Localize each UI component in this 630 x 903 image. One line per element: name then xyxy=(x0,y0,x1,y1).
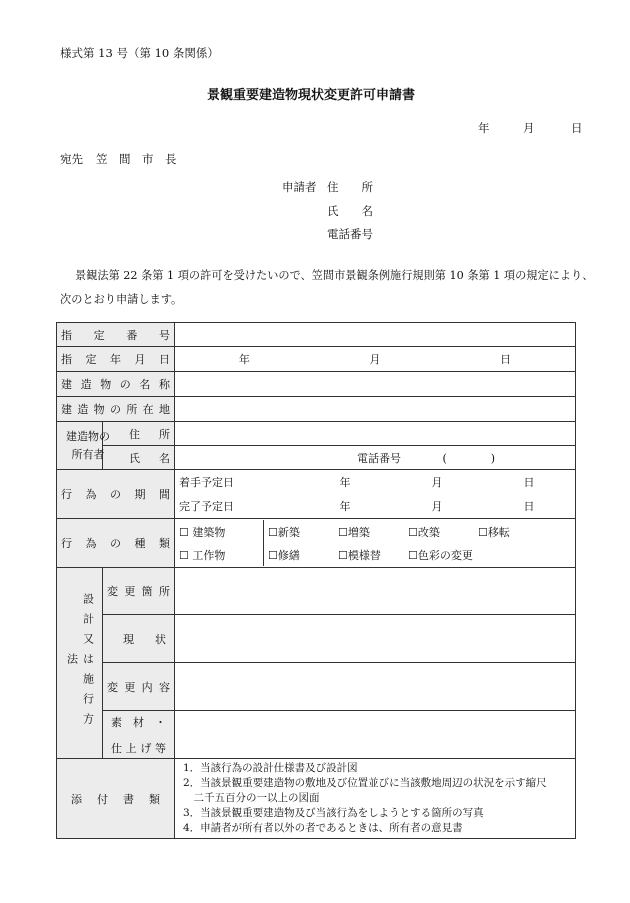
attachment-item-2-cont: 二千五百分の一以上の図面 xyxy=(183,792,320,804)
option-repair[interactable]: ☐修繕 xyxy=(268,548,300,562)
option-new[interactable]: ☐新築 xyxy=(268,525,300,539)
applicant-address: 住 所 xyxy=(327,180,373,194)
form-number: 様式第 13 号（第 10 条関係） xyxy=(60,46,219,60)
owner-label: 建造物の 所有者 xyxy=(57,422,103,470)
designation-date-label: 指定年月日 xyxy=(57,347,175,372)
option-relocate[interactable]: ☐移転 xyxy=(478,525,510,539)
option-extension[interactable]: ☐増築 xyxy=(338,525,370,539)
applicant-phone: 電話番号 xyxy=(327,227,373,241)
owner-phone-paren: ( ) xyxy=(442,451,496,465)
option-remodel[interactable]: ☐模様替 xyxy=(338,548,381,562)
change-content-label: 変更内容 xyxy=(103,663,175,711)
designation-year: 年 xyxy=(238,353,250,366)
start-date-label: 着手予定日 xyxy=(179,476,234,489)
application-table xyxy=(56,322,576,839)
page-title: 景観重要建造物現状変更許可申請書 xyxy=(207,88,416,103)
change-location-label: 変更箇所 xyxy=(103,568,175,615)
designation-number-field[interactable] xyxy=(175,323,576,347)
building-name-field[interactable] xyxy=(175,372,576,397)
kind-label: 行為の種類 xyxy=(57,519,175,568)
attachment-item-2: 2．当該景観重要建造物の敷地及び位置並びに当該敷地周辺の状況を示す縮尺 xyxy=(183,777,547,789)
owner-phone-label: 電話番号 xyxy=(357,451,401,465)
addressee-prefix: 宛先 xyxy=(60,152,83,166)
attachment-item-1: 1．当該行為の設計仕様書及び設計図 xyxy=(183,762,358,774)
building-name-label: 建造物の名称 xyxy=(57,372,175,397)
addressee-name: 笠 間 市 長 xyxy=(96,152,177,166)
kind-field xyxy=(175,519,576,568)
date-year: 年 xyxy=(478,121,490,135)
body-text-line-1: 景観法第 22 条第 1 項の許可を受けたいので、笠間市景観条例施行規則第 10 条第 1 項の規定により、 xyxy=(75,269,594,282)
option-rebuild[interactable]: ☐改築 xyxy=(408,525,440,539)
attachments-label: 添付書類 xyxy=(57,759,175,839)
design-method-label: 設計又は施行方法 xyxy=(57,568,103,759)
applicant-name: 氏 名 xyxy=(327,204,373,218)
attachment-item-3: 3．当該景観重要建造物及び当該行為をしようとする箇所の写真 xyxy=(183,807,484,819)
owner-name-field[interactable] xyxy=(175,446,576,470)
option-color-change[interactable]: ☐色彩の変更 xyxy=(408,548,473,562)
owner-address-field[interactable] xyxy=(175,422,576,446)
structure-checkbox[interactable]: ☐ 工作物 xyxy=(175,543,264,566)
attachment-item-4: 4．申請者が所有者以外の者であるときは、所有者の意見書 xyxy=(183,822,463,834)
attachments-list xyxy=(175,759,576,839)
change-content-field[interactable] xyxy=(175,663,576,711)
current-state-label: 現状 xyxy=(103,615,175,663)
designation-day: 日 xyxy=(500,353,512,366)
body-text-line-2: 次のとおり申請します。 xyxy=(60,293,183,306)
building-checkbox[interactable]: ☐ 建築物 xyxy=(175,520,264,543)
end-date-label: 完了予定日 xyxy=(179,500,234,513)
material-label: 素材・ 仕上げ等 xyxy=(103,711,175,759)
applicant-label: 申請者 xyxy=(282,180,317,194)
building-location-label: 建造物の所在地 xyxy=(57,397,175,422)
date-day: 日 xyxy=(571,121,583,135)
date-month: 月 xyxy=(523,121,535,135)
current-state-field[interactable] xyxy=(175,615,576,663)
designation-date-field[interactable] xyxy=(175,347,576,372)
owner-address-label: 住所 xyxy=(103,422,175,446)
period-label: 行為の期間 xyxy=(57,470,175,519)
period-field[interactable]: 着手予定日 年 月 日 完了予定日 年 月 日 xyxy=(175,470,576,519)
change-location-field[interactable] xyxy=(175,568,576,615)
designation-number-label: 指定番号 xyxy=(57,323,175,347)
building-location-field[interactable] xyxy=(175,397,576,422)
owner-name-label: 氏名 xyxy=(103,446,175,470)
designation-month: 月 xyxy=(369,353,381,366)
material-field[interactable] xyxy=(175,711,576,759)
